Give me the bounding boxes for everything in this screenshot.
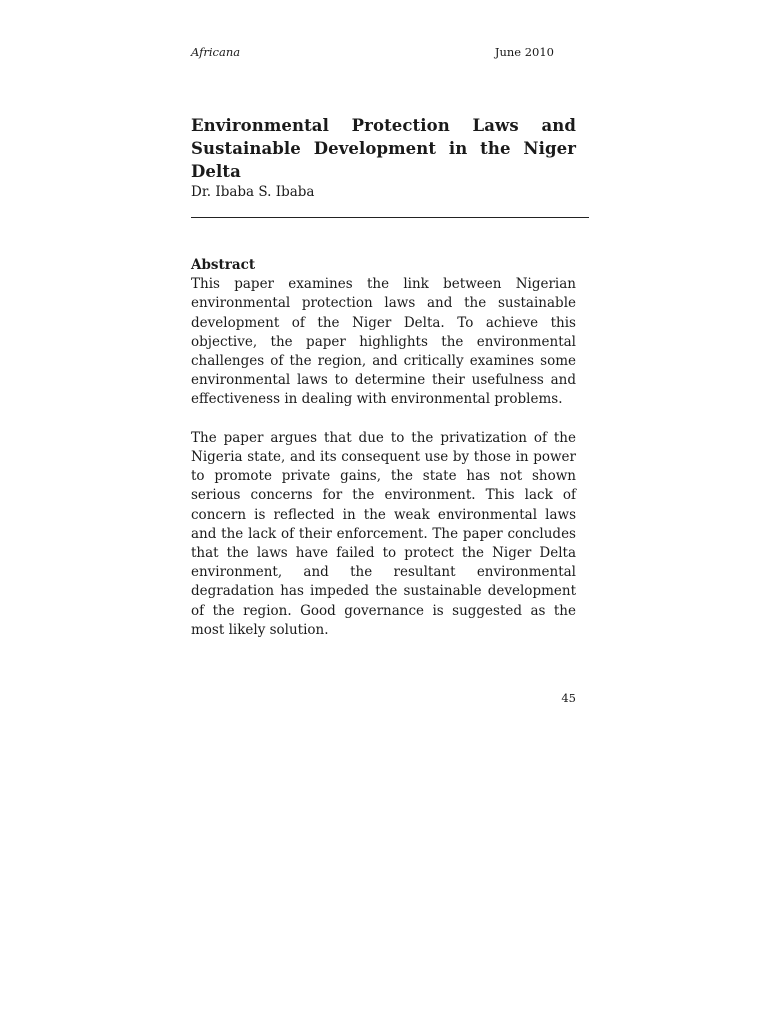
abstract-paragraph-1: This paper examines the link between Nigerian environmental protection laws and the sustainable development of the Niger Delta. To achieve this objective, the paper highlights the environmental challenges of the region, and critically examines some environmental laws to determine their usefulness and effectiveness in dealing with environmental problems. <box>191 276 576 408</box>
page-number: 45 <box>561 691 576 705</box>
abstract-paragraph-2: The paper argues that due to the privatization of the Nigeria state, and its consequent use by those in power to promote private gains, the state has not shown serious concerns for the environment. This lack of concern is reflected in the weak environmental laws and the lack of their enforcement. The paper concludes that the laws have failed to protect the Niger Delta environment, and the resultant environmental degradation has impeded the sustainable development of the region. Good governance is suggested as the most likely solution. <box>191 429 576 638</box>
journal-name: Africana <box>191 45 241 59</box>
author-name: Dr. Ibaba S. Ibaba <box>191 184 315 200</box>
abstract-section <box>191 256 576 640</box>
abstract-heading: Abstract <box>191 257 256 273</box>
title-divider <box>191 217 589 218</box>
issue-date: June 2010 <box>494 45 554 59</box>
article-title-line-2: Sustainable Development in the Niger Delta <box>191 139 576 181</box>
article-title-line-1: Environmental Protection Laws and <box>191 116 576 135</box>
article-title <box>191 114 576 183</box>
